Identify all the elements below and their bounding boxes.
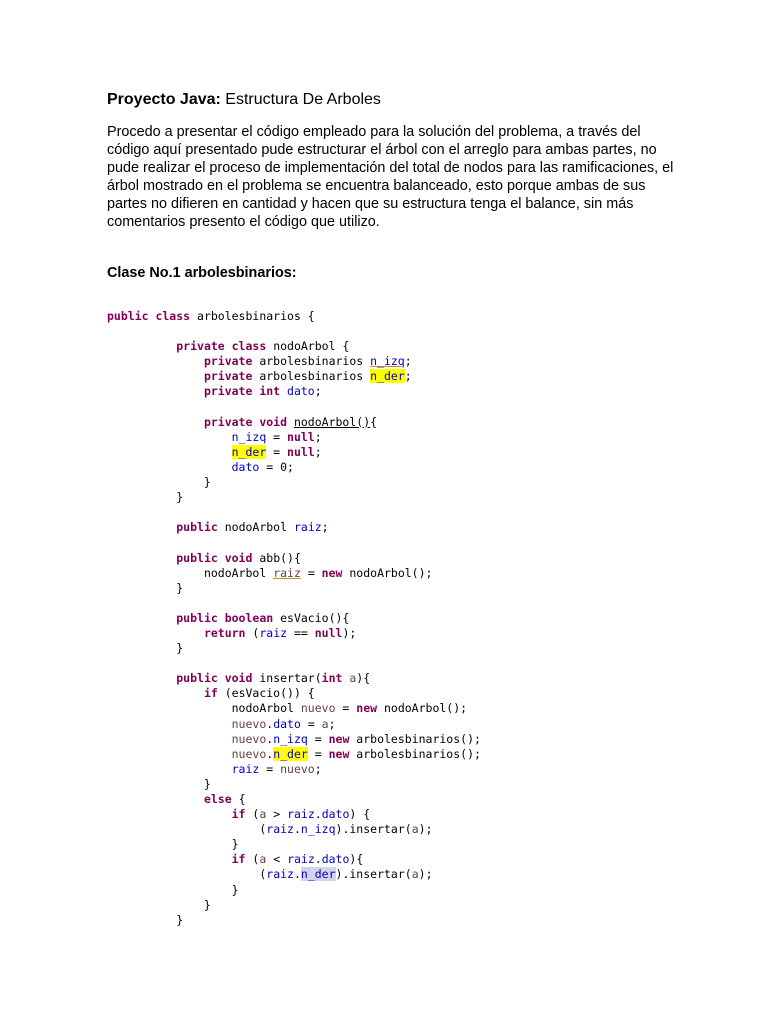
code-token: arbolesbinarios(); [356,731,481,746]
code-line [107,460,481,475]
code-token: a [411,822,419,837]
code-token: { [370,414,378,429]
code-token: dato [287,384,315,399]
intro-line: código aquí presentado pude estructurar el árbol con el arreglo para ambas partes, no [107,142,657,158]
code-token: ).insertar( [335,867,412,882]
code-token: a [259,807,267,822]
code-line [107,747,481,762]
code-token: (esVacio()) { [224,686,315,701]
code-line [107,324,481,339]
code-token: ( [252,852,260,867]
code-token: ){ [349,852,364,867]
code-token: raiz [266,822,294,837]
code-line [107,611,481,626]
code-token: = [307,731,329,746]
code-token: n_der [370,369,405,384]
code-token: ; [314,761,322,776]
code-token: ( [252,625,260,640]
code-line [107,671,481,686]
code-token: arbolesbinarios(); [356,746,481,761]
code-line [107,430,481,445]
code-token: if [231,807,253,822]
section-heading: Clase No.1 arbolesbinarios: [107,265,297,281]
code-line [107,369,481,384]
code-line [107,777,481,792]
code-line [107,792,481,807]
code-token [107,415,204,429]
code-line [107,867,481,882]
intro-line: pude realizar el proceso de implementación del total de nodos para las ramificaciones, el [107,160,674,176]
intro-paragraph [107,123,674,231]
code-line [107,354,481,369]
code-token [107,701,232,715]
code-token: raiz [259,625,288,640]
page-title [107,91,381,109]
code-token: ){ [356,671,371,686]
code-line [107,520,481,535]
code-token: esVacio(){ [280,610,350,625]
code-line [107,475,481,490]
code-token: } [107,912,184,927]
code-line [107,852,481,867]
code-token: { [238,792,246,806]
code-token: n_izq [300,822,336,837]
code-token: ( [259,867,267,882]
code-token: null [314,625,343,640]
intro-line: árbol mostrado en el problema se encuentra balanceado, esto porque ambas de sus [107,178,646,194]
code-token: ); [418,822,433,837]
code-token: n_izq [231,429,267,444]
code-token: new [328,746,357,761]
code-token: n_der [273,746,308,761]
code-token: arbolesbinarios [259,354,371,369]
code-token: = [335,701,357,716]
code-token: if [203,686,225,701]
code-line [107,626,481,641]
code-token: . [266,731,274,746]
code-token: insertar( [259,671,322,686]
code-token: = [300,565,322,580]
code-token: ; [314,444,322,459]
code-line [107,535,481,550]
code-token: raiz [231,761,260,776]
code-token: null [287,444,315,459]
code-token: ); [342,625,357,640]
code-token: public void [176,550,260,565]
code-token: nuevo [300,701,336,716]
code-token: private [203,354,260,369]
code-token: ).insertar( [335,822,412,837]
code-token [107,520,176,534]
code-token [107,566,204,580]
code-token: if [231,852,253,867]
code-token: nuevo [231,716,267,731]
code-token [107,867,259,881]
code-token: = [300,716,322,731]
intro-line: comentarios presento el código que utilizo. [107,214,380,230]
code-line [107,717,481,732]
code-token: = 0; [259,459,294,474]
code-line [107,551,481,566]
intro-line: Procedo a presentar el código empleado para la solución del problema, a través del [107,124,641,140]
code-token [107,747,232,761]
title-text: Estructura De Arboles [220,91,381,108]
code-token [107,551,176,565]
code-token: = [259,761,281,776]
code-token: . [293,822,301,837]
code-token [107,384,204,398]
code-line [107,581,481,596]
code-token: public void [176,671,260,686]
code-listing [107,309,481,928]
code-token: . [314,807,322,822]
code-token: } [107,580,184,595]
code-token: ( [259,822,267,837]
code-line [107,641,481,656]
code-token [107,369,204,383]
code-line [107,732,481,747]
code-token: raiz [273,565,301,580]
code-line [107,339,481,354]
code-token: ); [418,867,433,882]
code-token [107,430,232,444]
code-line [107,490,481,505]
code-token [107,807,232,821]
code-token: new [356,701,384,716]
code-token: nodoArbol { [273,339,350,354]
code-token: == [287,625,315,640]
code-token [107,686,204,700]
code-token: = [266,444,288,459]
code-token: . [266,716,274,731]
code-token: ; [314,429,322,444]
code-token: new [321,565,350,580]
code-line [107,686,481,701]
code-token: } [107,490,184,505]
code-token: nuevo [231,746,267,761]
code-token: private void [203,414,294,429]
code-token: arbolesbinarios [259,369,371,384]
code-line [107,384,481,399]
code-token: ; [404,354,412,369]
code-token: n_izq [370,354,405,369]
code-line [107,822,481,837]
code-line [107,762,481,777]
code-token: public [176,520,225,535]
code-token [107,339,176,353]
code-token: raiz [287,852,315,867]
code-token: } [107,776,211,791]
code-token: dato [231,459,260,474]
code-token: ; [314,384,322,399]
code-token: return [203,625,253,640]
code-token [107,671,176,685]
code-line [107,807,481,822]
title-bold-label: Proyecto Java: [107,91,221,108]
code-token: nodoArbol [231,701,301,716]
code-line [107,837,481,852]
code-token: } [107,475,211,490]
code-token: ; [321,520,329,535]
code-token: public class [107,309,198,323]
code-token: raiz [266,867,294,882]
code-token: ( [252,807,260,822]
code-token: abb(){ [259,550,301,565]
code-token: else [203,792,239,806]
code-line [107,883,481,898]
code-token [107,626,204,640]
code-token: nodoArbol [203,565,274,580]
code-token [107,445,232,459]
code-token [107,792,204,806]
code-token: nuevo [280,761,315,776]
code-token: new [328,731,357,746]
code-token: a [259,852,267,867]
code-token: } [107,882,239,897]
code-token: int [321,671,350,686]
code-line [107,400,481,415]
code-token: n_der [231,444,267,459]
code-token: . [293,867,301,882]
code-token: ) { [349,807,371,822]
code-token: null [287,429,315,444]
code-token: private [203,369,260,384]
code-line [107,566,481,581]
code-line [107,505,481,520]
code-token [107,822,259,836]
code-token: > [266,807,288,822]
code-line [107,656,481,671]
code-token: arbolesbinarios { [197,309,315,323]
code-token: = [307,746,329,761]
code-token: = [266,429,288,444]
code-token: } [107,641,184,656]
code-token: nodoArbol() [293,414,371,429]
code-token [107,611,176,625]
code-token [107,762,232,776]
code-token: a [411,867,419,882]
code-token: < [266,852,288,867]
code-token [107,717,232,731]
code-token: dato [321,852,350,867]
code-line [107,309,481,324]
code-token: a [349,671,357,686]
code-line [107,701,481,716]
code-token: private int [203,384,288,399]
code-token [107,354,204,368]
code-token: nodoArbol(); [349,565,433,580]
code-line [107,596,481,611]
code-token [107,460,232,474]
code-token: } [107,897,211,912]
code-token: public boolean [176,610,281,625]
code-token: ; [328,716,336,731]
code-line [107,898,481,913]
code-token: dato [321,807,350,822]
code-token: } [107,837,239,852]
code-token: raiz [293,520,322,535]
code-token [107,732,232,746]
code-token: n_der [300,867,336,882]
code-token: n_izq [273,731,308,746]
code-token: dato [273,716,301,731]
code-token: ; [404,369,412,384]
code-token: a [321,716,329,731]
code-token: nodoArbol(); [383,701,468,716]
code-token: private class [176,339,274,354]
intro-line: partes no difieren en cantidad y hacen que su estructura tenga el balance, sin más [107,196,634,212]
code-token: nodoArbol [224,520,294,535]
code-line [107,913,481,928]
code-token: . [314,852,322,867]
code-token [107,852,232,866]
code-token: raiz [287,807,315,822]
code-line [107,415,481,430]
code-token: nuevo [231,731,267,746]
code-line [107,445,481,460]
code-token: . [266,746,274,761]
